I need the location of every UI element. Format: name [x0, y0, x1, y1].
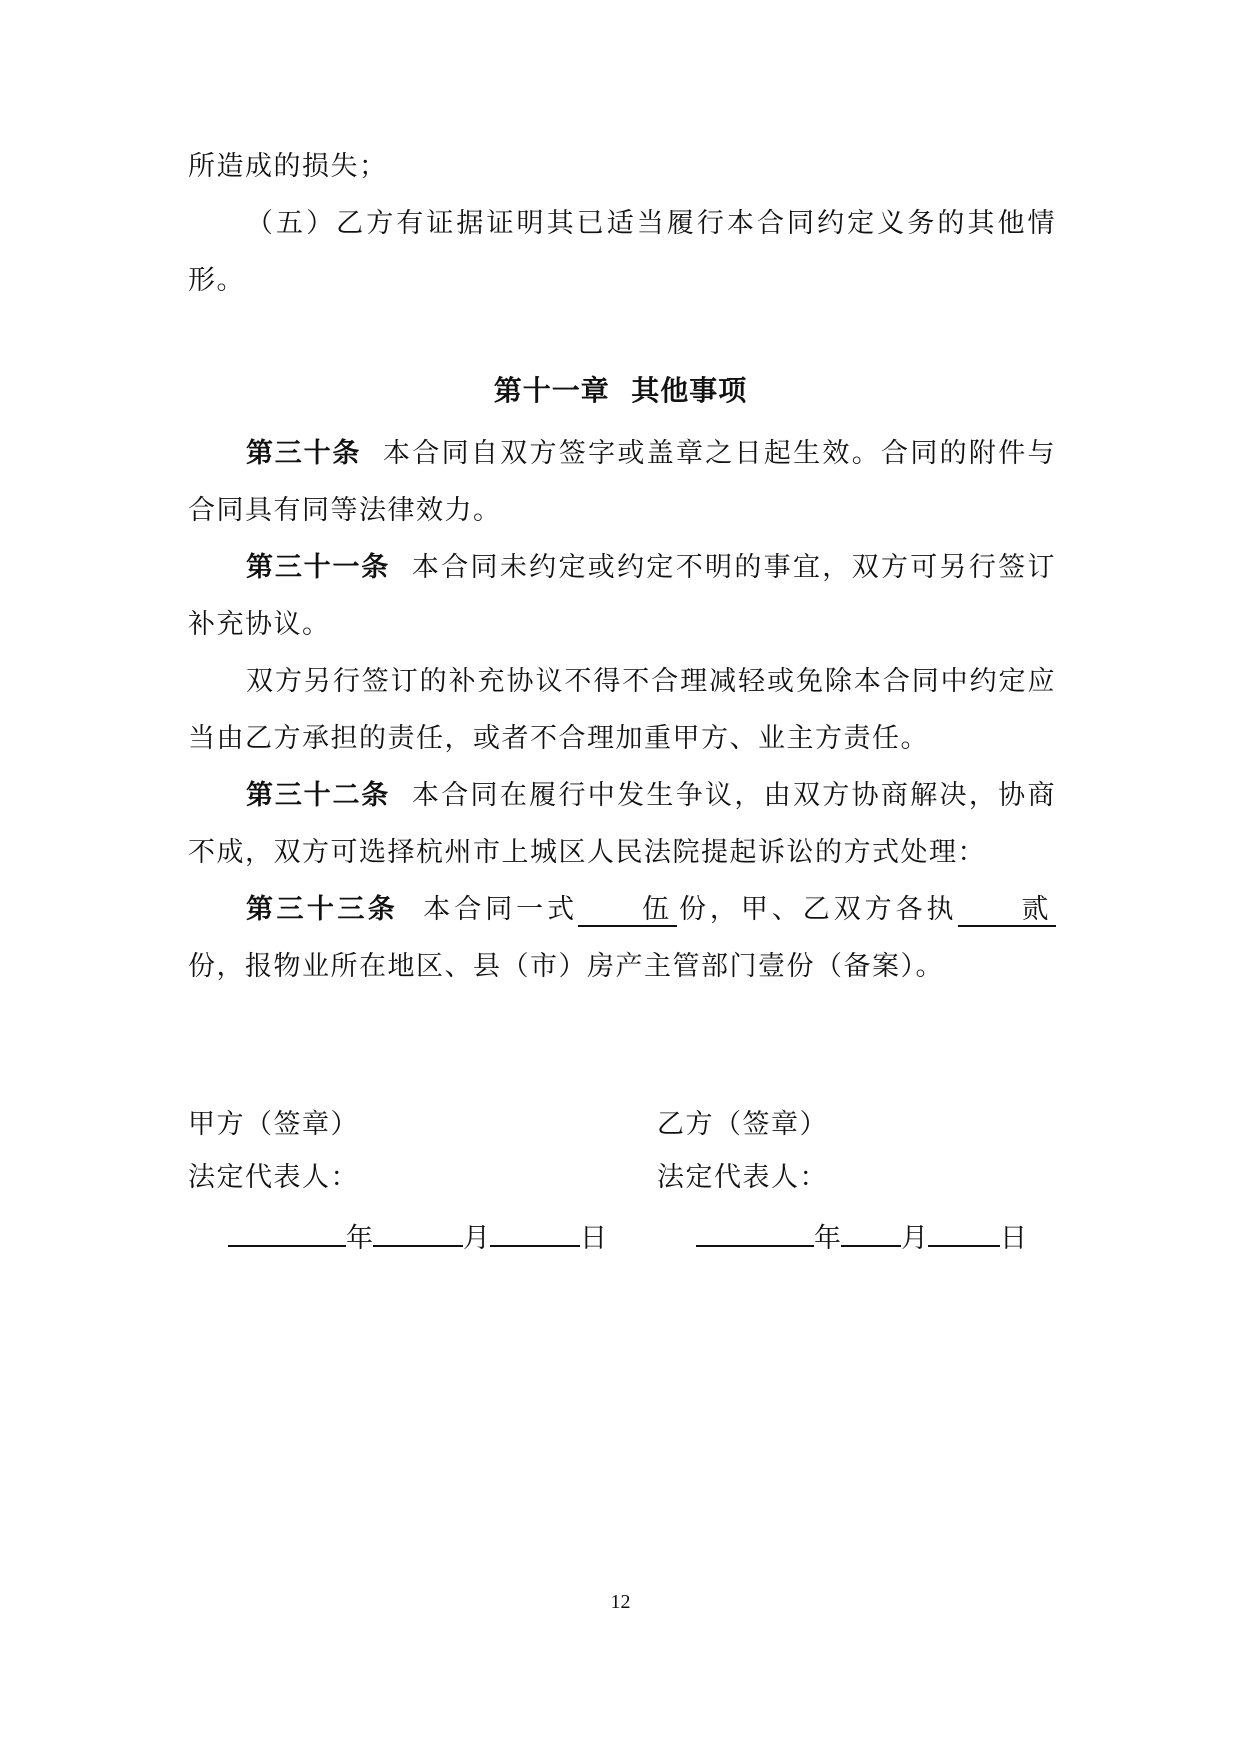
article-32 — [188, 767, 1056, 881]
party-a-day-blank[interactable] — [490, 1217, 580, 1247]
article-31-supplement: 双方另行签订的补充协议不得不合理减轻或免除本合同中约定应当由乙方承担的责任，或者不合理加重甲方、业主方责任。 — [188, 666, 1056, 754]
page-number: 12 — [610, 1591, 631, 1613]
party-b-year-label: 年 — [814, 1223, 841, 1254]
articles-block — [188, 425, 1056, 995]
item-5-paragraph: （五）乙方有证据证明其已适当履行本合同约定义务的其他情形。 — [188, 208, 1056, 296]
continuation-line: 所造成的损失； — [188, 151, 388, 182]
article-32-label: 第三十二条 — [246, 780, 391, 811]
article-30 — [188, 425, 1056, 539]
party-b-month-label: 月 — [901, 1223, 928, 1254]
party-a-year-label: 年 — [346, 1223, 373, 1254]
article-31-text: 本合同未约定或约定不明的事宜，双方可另行签订补充协议。 — [188, 552, 1056, 640]
party-b-year-blank[interactable] — [696, 1217, 814, 1247]
party-a-date — [228, 1217, 607, 1259]
party-b-month-blank[interactable] — [841, 1217, 901, 1247]
party-a-month-label: 月 — [463, 1223, 490, 1254]
party-b-label: 乙方（签章） — [657, 1109, 828, 1140]
article-33-text-after: 份，报物业所在地区、县（市）房产主管部门壹份（备案）。 — [188, 951, 944, 982]
party-b-day-label: 日 — [1000, 1223, 1027, 1254]
party-b-representative: 法定代表人： — [657, 1162, 828, 1193]
article-33-label: 第三十三条 — [246, 894, 399, 925]
article-30-label: 第三十条 — [246, 438, 362, 469]
article-31-label: 第三十一条 — [246, 552, 391, 583]
article-33-text-middle: 份，甲、乙双方各执 — [676, 894, 958, 925]
article-30-text: 本合同自双方签字或盖章之日起生效。合同的附件与合同具有同等法律效力。 — [188, 438, 1057, 526]
copies-total-value: 伍 — [578, 895, 677, 927]
party-a-label: 甲方（签章） — [188, 1109, 359, 1140]
party-a-month-blank[interactable] — [373, 1217, 463, 1247]
chapter-title: 第十一章 其他事项 — [493, 374, 748, 407]
article-33 — [188, 881, 1056, 995]
copies-each-value: 贰 — [958, 895, 1057, 927]
article-32-text: 本合同在履行中发生争议，由双方协商解决，协商不成，双方可选择杭州市上城区人民法院提起诉讼的方式处理： — [188, 780, 1056, 868]
party-a-representative: 法定代表人： — [188, 1162, 359, 1193]
party-b-day-blank[interactable] — [928, 1217, 1000, 1247]
party-a-year-blank[interactable] — [228, 1217, 346, 1247]
party-a-day-label: 日 — [580, 1223, 607, 1254]
article-33-text-before: 本合同一式 — [423, 894, 579, 925]
party-b-date — [696, 1217, 1027, 1259]
article-31 — [188, 539, 1056, 653]
continuation-block — [188, 138, 1056, 309]
